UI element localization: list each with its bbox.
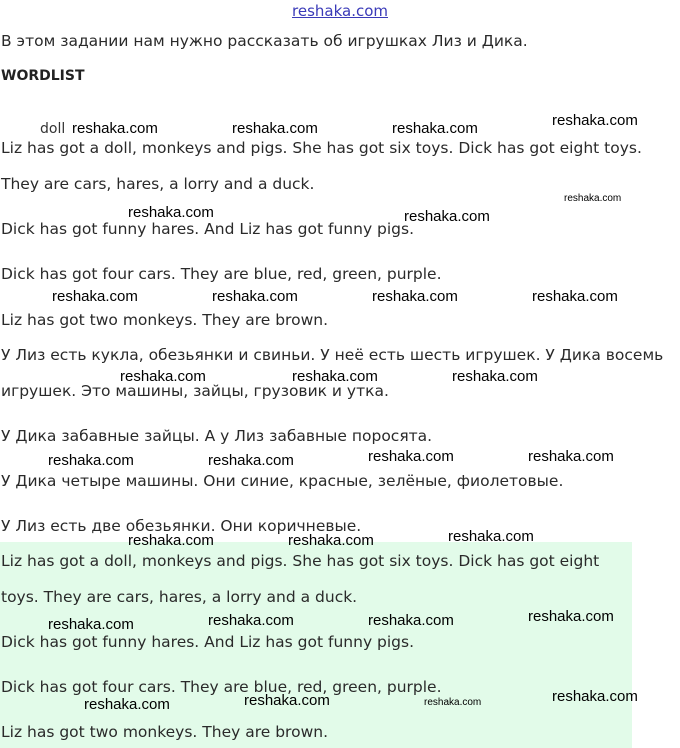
watermark: reshaka.com <box>404 208 490 225</box>
watermark: reshaka.com <box>48 616 134 633</box>
en-line-3: Dick has got funny hares. And Liz has got funny pigs. <box>1 220 415 238</box>
en-line-5: Liz has got two monkeys. They are brown. <box>1 311 328 329</box>
watermark: reshaka.com <box>244 692 330 709</box>
watermark: reshaka.com <box>208 612 294 629</box>
ru-line-3: У Дика забавные зайцы. А у Лиз забавные поросята. <box>1 427 433 445</box>
hl-line-5: Liz has got two monkeys. They are brown. <box>1 723 328 741</box>
watermark: reshaka.com <box>72 120 158 137</box>
ru-line-1: У Лиз есть кукла, обезьянки и свиньи. У неё есть шесть игрушек. У Дика восемь <box>1 346 664 364</box>
watermark: reshaka.com <box>392 120 478 137</box>
watermark: reshaka.com <box>208 452 294 469</box>
watermark: reshaka.com <box>48 452 134 469</box>
watermark: reshaka.com <box>292 368 378 385</box>
watermark: reshaka.com <box>120 368 206 385</box>
hl-line-2: toys. They are cars, hares, a lorry and a duck. <box>1 588 358 606</box>
watermark: reshaka.com <box>528 608 614 625</box>
hl-line-3: Dick has got funny hares. And Liz has got funny pigs. <box>1 633 415 651</box>
watermark: reshaka.com <box>84 696 170 713</box>
watermark: reshaka.com <box>424 697 482 708</box>
watermark: reshaka.com <box>552 688 638 705</box>
watermark: reshaka.com <box>368 448 454 465</box>
watermark: reshaka.com <box>128 532 214 549</box>
en-line-2: They are cars, hares, a lorry and a duck. <box>1 175 315 193</box>
watermark: reshaka.com <box>452 368 538 385</box>
hl-line-1: Liz has got a doll, monkeys and pigs. She has got six toys. Dick has got eight <box>1 552 600 570</box>
en-line-1: Liz has got a doll, monkeys and pigs. She has got six toys. Dick has got eight toys. <box>1 139 642 157</box>
watermark: reshaka.com <box>532 288 618 305</box>
ru-line-5: У Лиз есть две обезьянки. Они коричневые. <box>1 517 362 535</box>
ru-line-4: У Дика четыре машины. Они синие, красные, зелёные, фиолетовые. <box>1 472 564 490</box>
hl-line-4: Dick has got four cars. They are blue, red, green, purple. <box>1 678 442 696</box>
watermark: reshaka.com <box>448 528 534 545</box>
intro-text: В этом задании нам нужно рассказать об игрушках Лиз и Дика. <box>1 32 528 50</box>
wordlist-item: doll <box>40 121 66 137</box>
watermark: reshaka.com <box>564 193 622 204</box>
watermark: reshaka.com <box>212 288 298 305</box>
watermark: reshaka.com <box>528 448 614 465</box>
en-line-4: Dick has got four cars. They are blue, red, green, purple. <box>1 265 442 283</box>
site-header-link[interactable]: reshaka.com <box>292 2 388 20</box>
watermark: reshaka.com <box>372 288 458 305</box>
ru-line-2: игрушек. Это машины, зайцы, грузовик и утка. <box>1 382 389 400</box>
watermark: reshaka.com <box>232 120 318 137</box>
watermark: reshaka.com <box>52 288 138 305</box>
watermark: reshaka.com <box>552 112 638 129</box>
watermark: reshaka.com <box>288 532 374 549</box>
watermark: reshaka.com <box>128 204 214 221</box>
watermark: reshaka.com <box>368 612 454 629</box>
wordlist-heading: WORDLIST <box>1 68 85 84</box>
